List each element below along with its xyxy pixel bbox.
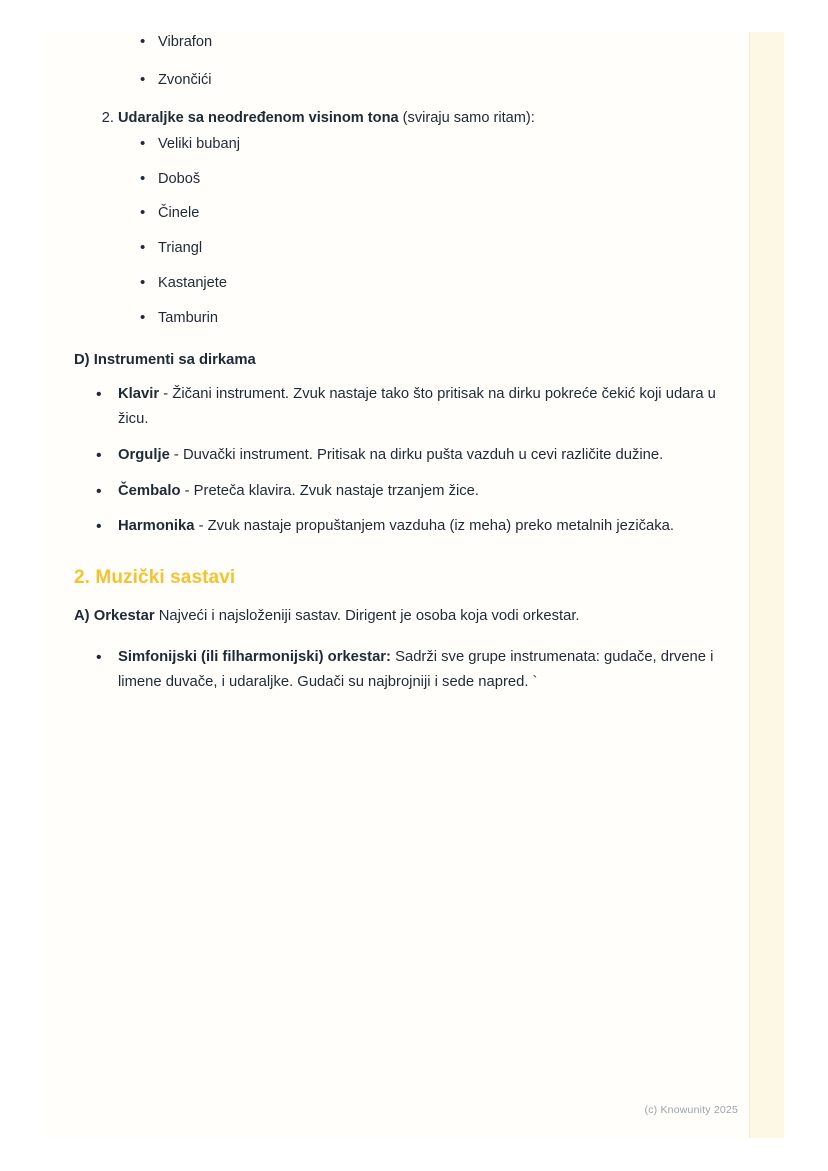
list-item: • Tamburin [140,308,722,330]
list-item [96,382,722,432]
list-item [96,514,722,539]
sheet-margin-strip [749,32,784,1138]
section-heading-2: 2. Muzički sastavi [74,567,236,589]
numbered-item-sublist [118,134,722,330]
keyboard-instruments-list [74,382,722,539]
list-item [96,645,722,695]
term-label: Čembalo [118,482,181,499]
term-label: Klavir [118,386,160,403]
term-description: - Preteča klavira. Zvuk nastaje trzanjem žice. [180,482,480,499]
numbered-item-title: Udaraljke sa neodređenom visinom tona [118,109,399,126]
list-item: • Veliki bubanj [140,134,722,156]
term-description: - Zvuk nastaje propuštanjem vazduha (iz meha) preko metalnih jezičaka. [194,518,674,535]
section-heading-d: D) Instrumenti sa dirkama [74,352,256,369]
term-description: Sadrži sve grupe instrumenata: gudače, drvene i limene duvače, i udaraljke. Gudači su najbrojniji i sede napred. ` [118,648,714,690]
continued-bullet-list [74,32,722,92]
list-item: • Vibrafon [140,32,722,54]
term-label: Harmonika [118,518,195,535]
numbered-list-item [118,108,722,330]
document-content [44,32,750,706]
term-label: Simfonijski (ili filharmonijski) orkestar: [118,648,391,665]
orchestra-intro-label: A) Orkestar [74,608,155,625]
list-item: • Kastanjete [140,273,722,295]
numbered-list [74,108,722,330]
list-item: • Triangl [140,238,722,260]
orchestra-intro-text: Najveći i najsloženiji sastav. Dirigent je osoba koja vodi orkestar. [154,608,580,625]
list-item: • Zvončići [140,70,722,92]
copyright-footer: (c) Knowunity 2025 [644,1104,738,1116]
orchestra-intro [74,605,722,629]
numbered-item-subtitle: (sviraju samo ritam): [398,109,535,126]
term-description: - Žičani instrument. Zvuk nastaje tako što pritisak na dirku pokreće čekić koji udara u žicu. [118,386,716,427]
page-sheet [44,32,784,1138]
term-description: - Duvački instrument. Pritisak na dirku pušta vazduh u cevi različite dužine. [169,446,664,463]
list-item [96,443,722,468]
term-label: Orgulje [118,446,170,463]
list-item: • Činele [140,203,722,225]
orchestra-types-list [74,645,722,695]
list-item: • Doboš [140,169,722,191]
list-item [96,479,722,504]
